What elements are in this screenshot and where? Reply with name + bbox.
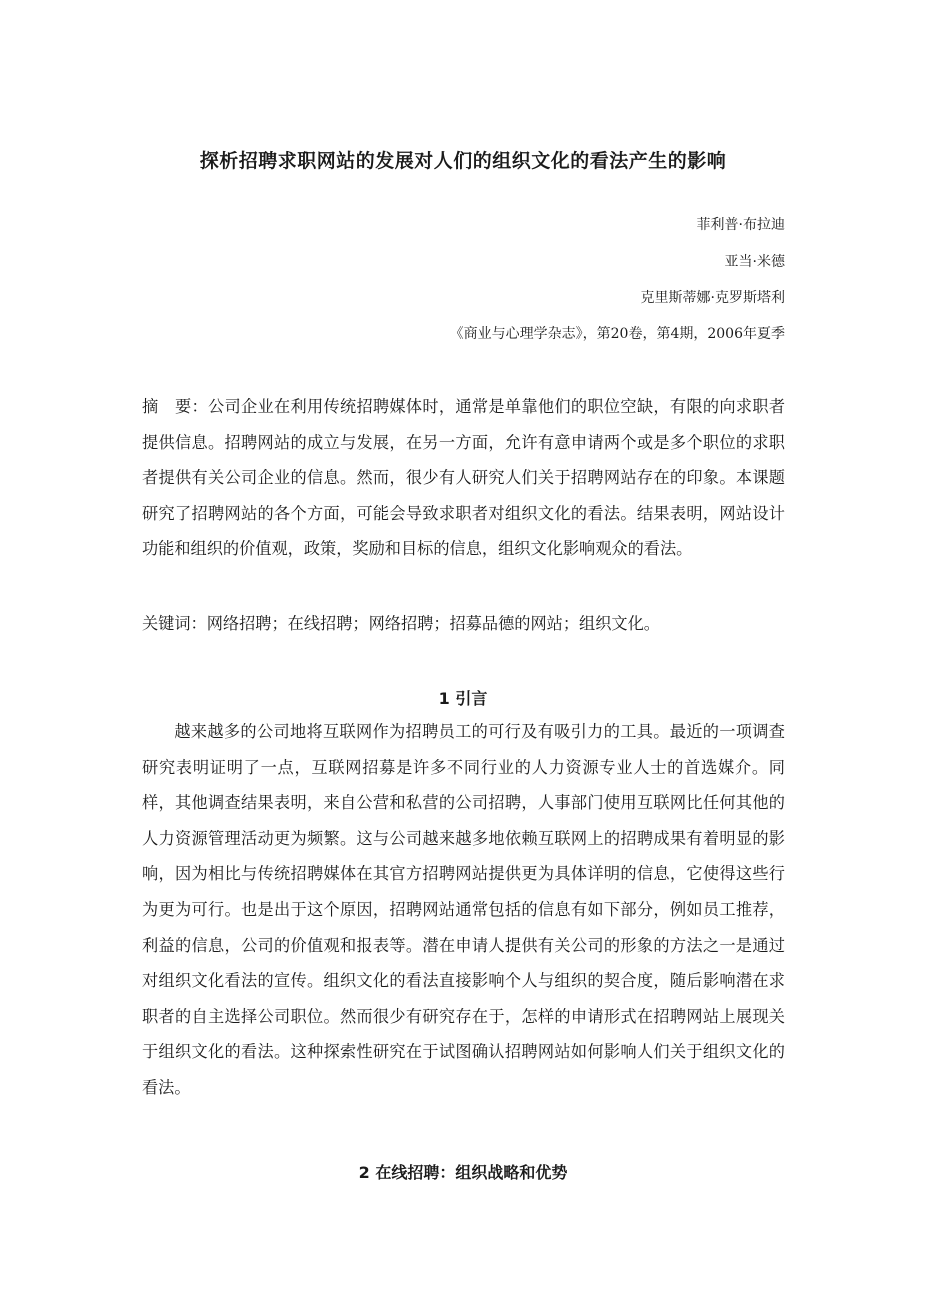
abstract-label: 摘 要： bbox=[142, 397, 208, 416]
keywords bbox=[142, 606, 785, 642]
abstract bbox=[142, 389, 785, 567]
author-3: 克里斯蒂娜·克罗斯塔利 bbox=[640, 290, 785, 306]
section-heading-1: 1 引言 bbox=[438, 689, 488, 708]
author-1: 菲利普·布拉迪 bbox=[696, 217, 785, 233]
section-1-paragraph: 越来越多的公司地将互联网作为招聘员工的可行及有吸引力的工具。最近的一项调查研究表明证明了一点，互联网招募是许多不同行业的人力资源专业人士的首选媒介。同样，其他调查结果表明，来自公营和私营的公司招聘，人事部门使用互联网比任何其他的人力资源管理活动更为频繁。这与公司越来越多地依赖互联网上的招聘成果有着明显的影响，因为相比与传统招聘媒体在其官方招聘网站提供更为具体详明的信息，它使得这些行为更为可行。也是出于这个原因，招聘网站通常包括的信息有如下部分，例如员工推荐，利益的信息，公司的价值观和报表等。潜在申请人提供有关公司的形象的方法之一是通过对组织文化看法的宣传。组织文化的看法直接影响个人与组织的契合度，随后影响潜在求职者的自主选择公司职位。然而很少有研究存在于，怎样的申请形式在招聘网站上展现关于组织文化的看法。这种探索性研究在于试图确认招聘网站如何影响人们关于组织文化的看法。 bbox=[142, 722, 785, 1097]
abstract-text: 公司企业在利用传统招聘媒体时，通常是单靠他们的职位空缺，有限的向求职者提供信息。招聘网站的成立与发展，在另一方面，允许有意申请两个或是多个职位的求职者提供有关公司企业的信息。然而，很少有人研究人们关于招聘网站存在的印象。本课题研究了招聘网站的各个方面，可能会导致求职者对组织文化的看法。结果表明，网站设计功能和组织的价值观，政策，奖励和目标的信息，组织文化影响观众的看法。 bbox=[142, 397, 786, 559]
source-citation: 《商业与心理学杂志》，第20卷，第4期，2006年夏季 bbox=[449, 326, 785, 342]
document-title: 探析招聘求职网站的发展对人们的组织文化的看法产生的影响 bbox=[199, 150, 727, 172]
keywords-label: 关键词： bbox=[142, 614, 207, 633]
author-2: 亚当·米德 bbox=[724, 254, 785, 270]
section-heading-2: 2 在线招聘：组织战略和优势 bbox=[358, 1163, 568, 1182]
keywords-text: 网络招聘；在线招聘；网络招聘；招募品德的网站；组织文化。 bbox=[206, 614, 660, 633]
